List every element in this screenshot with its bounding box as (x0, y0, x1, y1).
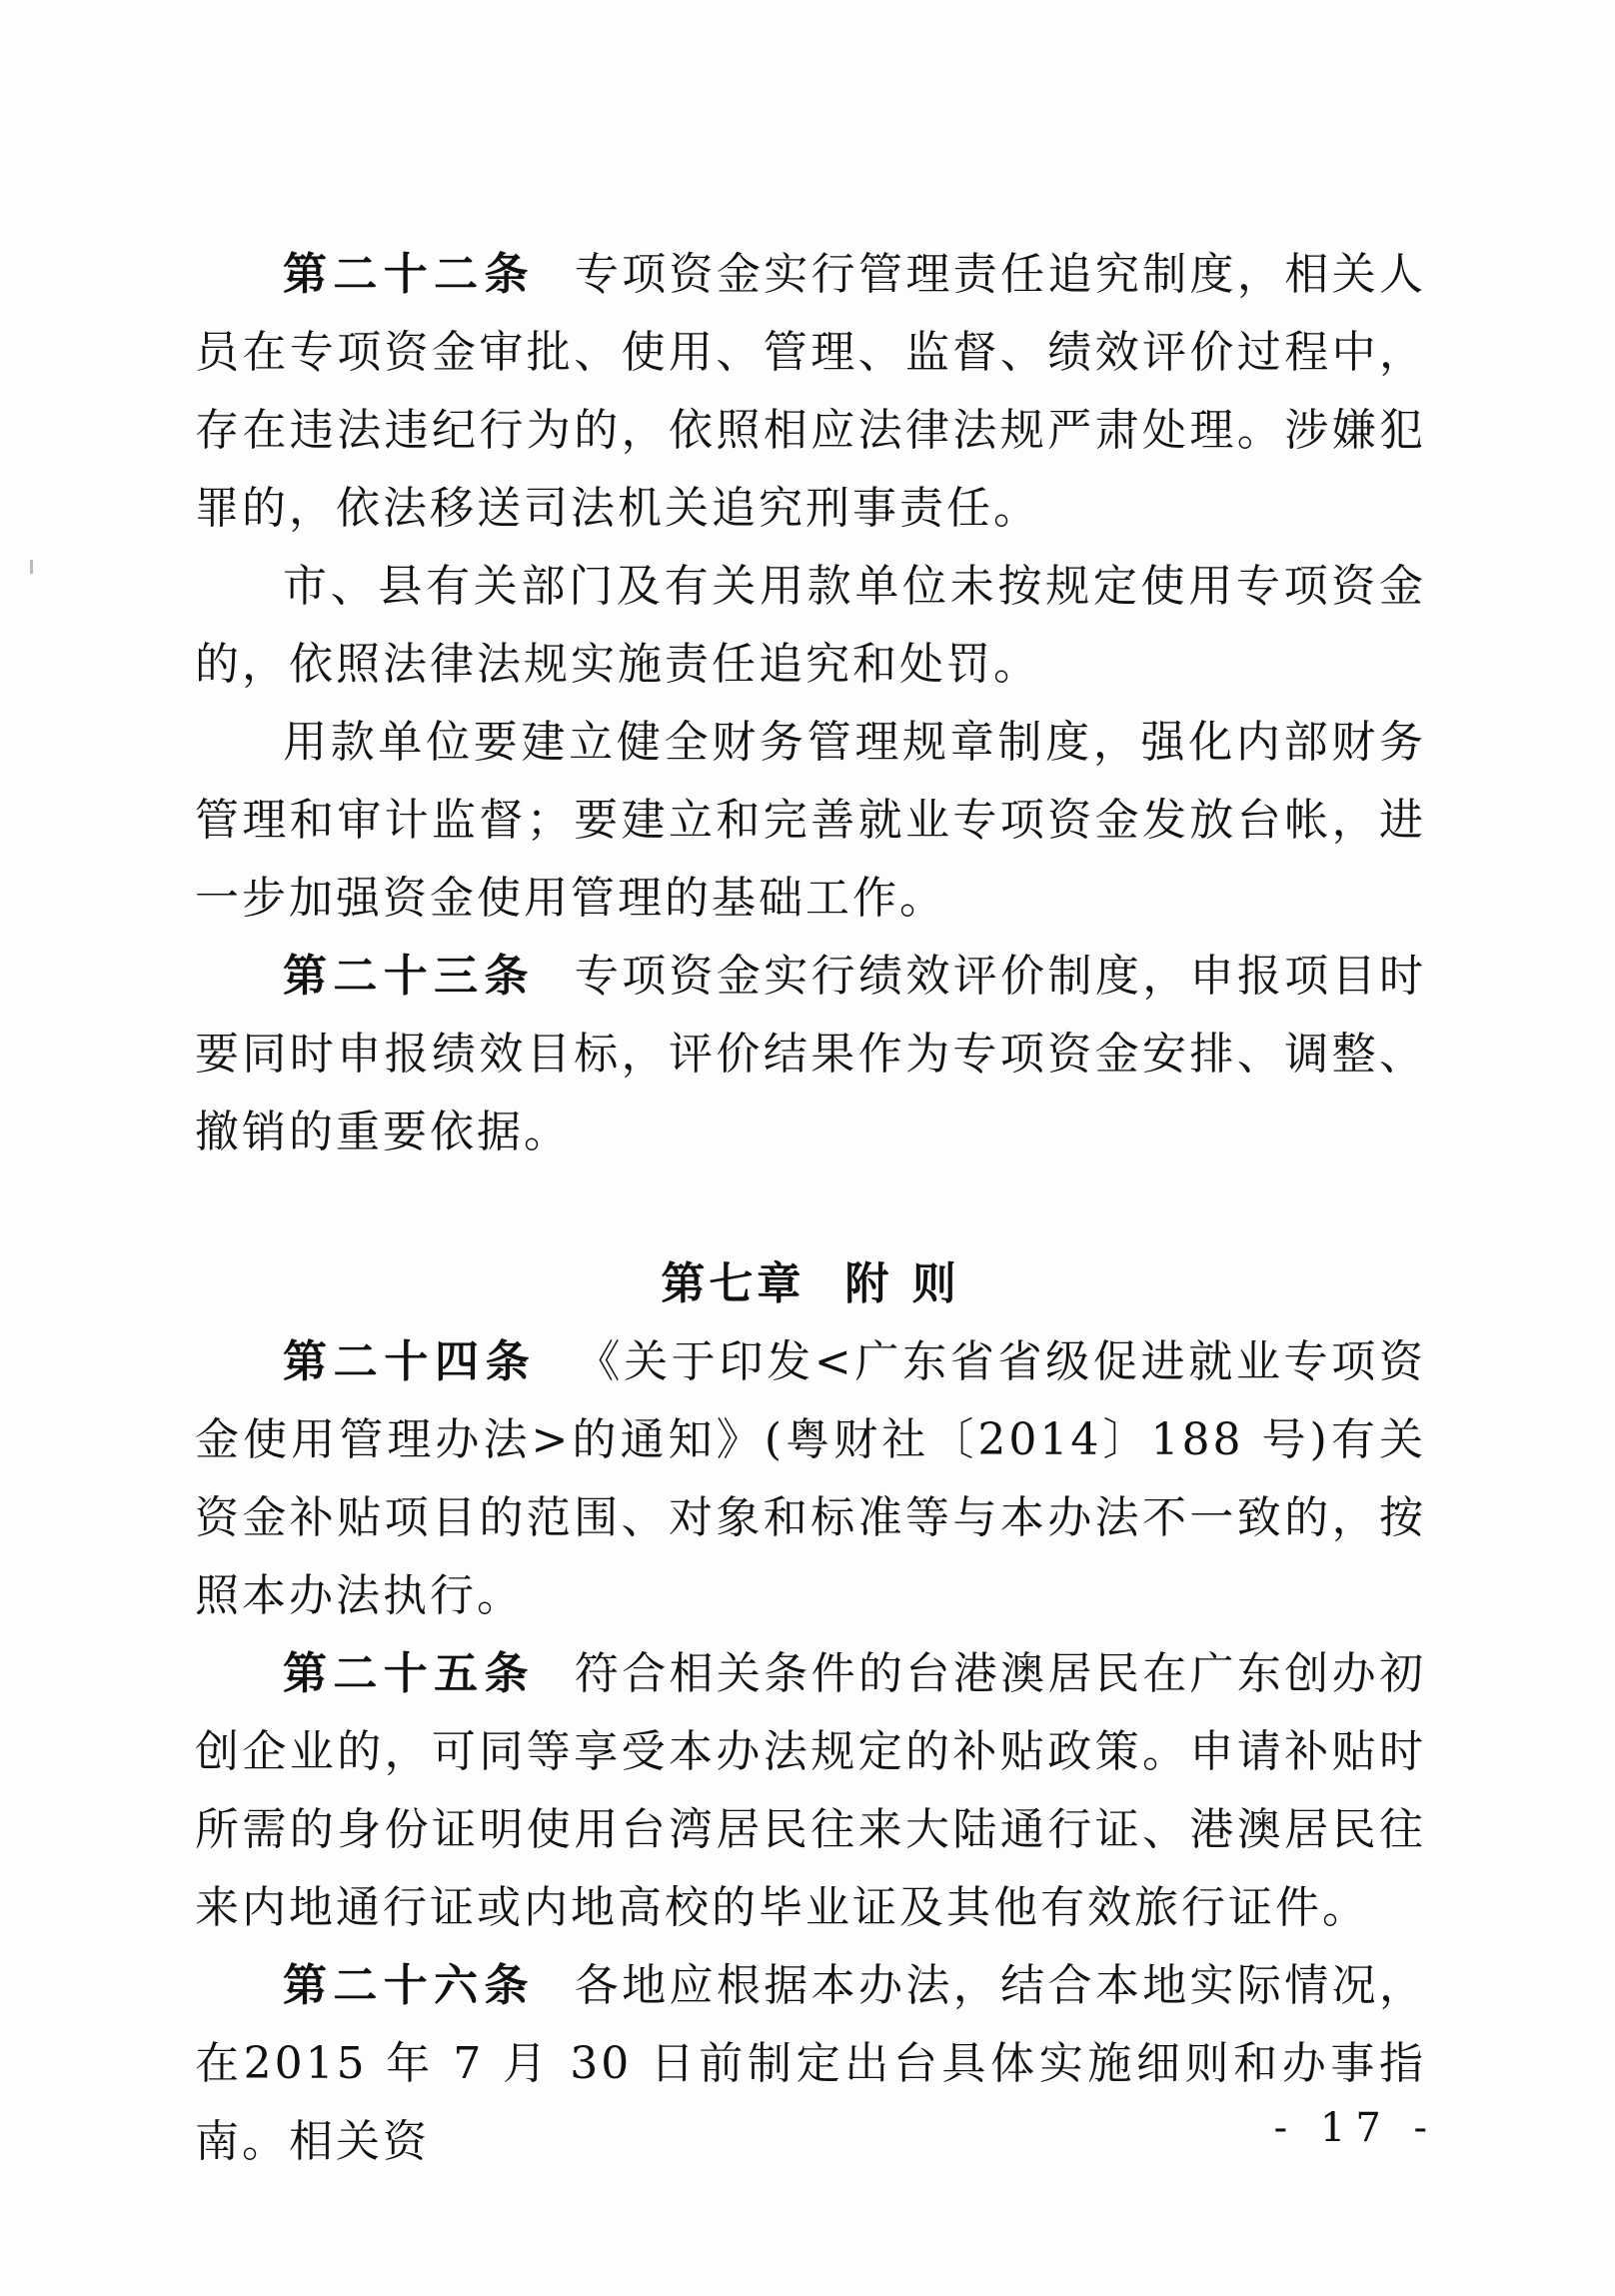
article-number: 第二十五条 (283, 1648, 535, 1699)
article-text: 各地应根据本办法，结合本地实际情况，在2015 年 7 月 30 日前制定出台具体实施细则和办事指南。相关资 (195, 1960, 1427, 2167)
scan-mark (30, 560, 33, 574)
chapter-heading (195, 1245, 1426, 1323)
article-text: 《关于印发<广东省省级促进就业专项资金使用管理办法>的通知》(粤财社〔2014〕188 号)有关资金补贴项目的范围、对象和标准等与本办法不一致的，按照本办法执行。 (195, 1336, 1426, 1621)
page-content (195, 236, 1426, 2181)
paragraph: 市、县有关部门及有关用款单位未按规定使用专项资金的，依照法律法规实施责任追究和处罚。 (195, 561, 1426, 690)
article-25 (195, 1635, 1426, 1947)
article-number: 第二十四条 (283, 1336, 537, 1387)
article-22 (195, 236, 1426, 548)
article-number: 第二十三条 (283, 951, 535, 1002)
paragraph: 用款单位要建立健全财务管理规章制度，强化内部财务管理和审计监督；要建立和完善就业专项资金发放台帐，进一步加强资金使用管理的基础工作。 (195, 717, 1426, 924)
chapter-number: 第七章 (661, 1258, 806, 1309)
page-number: - 17 - (1273, 2105, 1437, 2151)
article-text: 专项资金实行管理责任追究制度，相关人员在专项资金审批、使用、管理、监督、绩效评价过程中，存在违法违纪行为的，依照相应法律法规严肃处理。涉嫌犯罪的，依法移送司法机关追究刑事责任。 (195, 249, 1427, 534)
article-number: 第二十六条 (283, 1960, 535, 2011)
article-number: 第二十二条 (283, 249, 535, 300)
article-text: 符合相关条件的台港澳居民在广东创办初创企业的，可同等享受本办法规定的补贴政策。申请补贴时所需的身份证明使用台湾居民往来大陆通行证、港澳居民往来内地通行证或内地高校的毕业证及其他有效旅行证件。 (195, 1648, 1427, 1933)
article-23 (195, 938, 1426, 1171)
article-text: 专项资金实行绩效评价制度，申报项目时要同时申报绩效目标，评价结果作为专项资金安排、调整、撤销的重要依据。 (195, 951, 1427, 1157)
article-26 (195, 1947, 1426, 2181)
article-24 (195, 1323, 1426, 1635)
chapter-title: 附 则 (844, 1258, 960, 1309)
